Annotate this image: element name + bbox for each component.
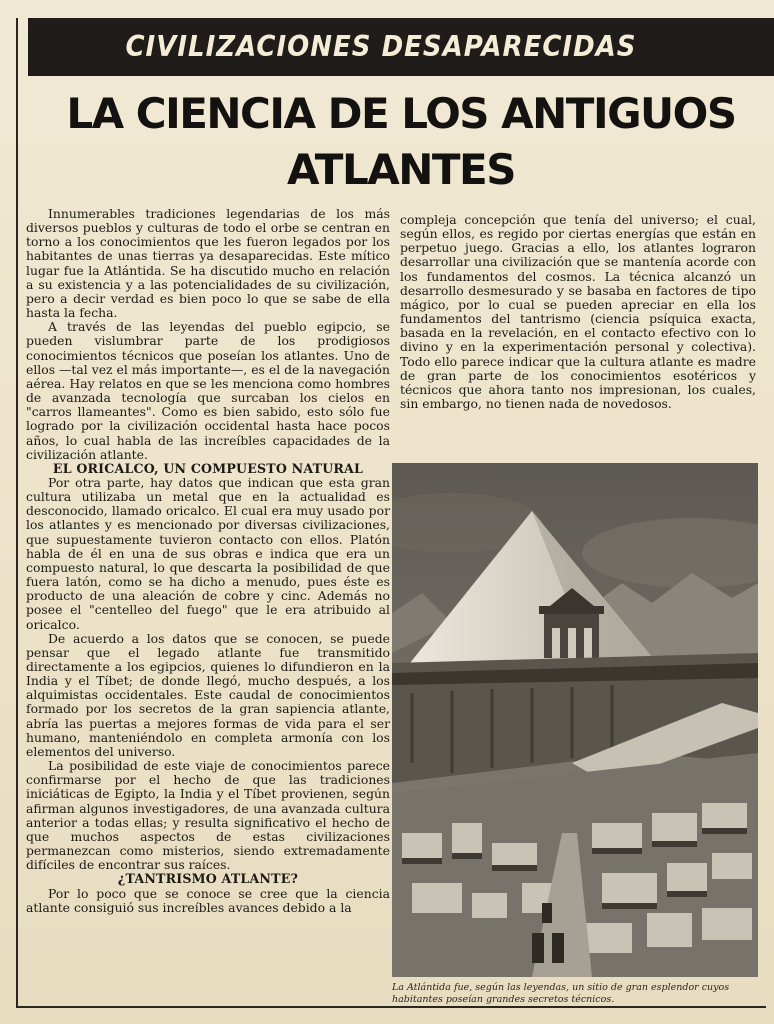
paragraph: De acuerdo a los datos que se conocen, se puede pensar que el legado atlante fue transmitido directamente a los egipcios, quienes lo difundieron en la India y el Tíbet; de donde llegó, mucho después, a los alquimistas occidentales. Este caudal de conocimientos formado por los secretos de la gran sapiencia atlante, abría las puertas a mejores formas de vida para el ser humano, manteniéndolo en completa armonía con los elementos del universo. (26, 630, 390, 759)
atlantis-city-illustration-icon (392, 463, 758, 977)
illustration-caption: La Atlántida fue, según las leyendas, un sitio de gran esplendor cuyos habitantes poseían grandes secretos técnicos. (392, 982, 730, 1005)
article-title-line-1: LA CIENCIA DE LOS ANTIGUOS (66, 89, 736, 138)
paragraph: Por otra parte, hay datos que indican que esta gran cultura utilizaba un metal que en la actualidad es desconocido, llamado oricalco. El cual era muy usado por los atlantes y es mencionado por diversas civilizaciones, que supuestamente tuvieron contacto con ellos. Platón habla de él en una de sus obras e indica que era un compuesto natural, lo que descarta la posibilidad de que fuera latón, como se ha dicho a menudo, pues éste es producto de una aleación de cobre y cinc. Además no posee el "centelleo del fuego" que le era atribuido al oricalco. (26, 474, 390, 632)
section-banner-text: CIVILIZACIONES DESAPARECIDAS (125, 30, 637, 64)
paragraph: compleja concepción que tenía del universo; el cual, según ellos, es regido por ciertas energías que están en perpetuo juego. Gracias a ello, los atlantes lograron desarrollar una civilización que se mantenía acorde con los fundamentos del cosmos. La técnica alcanzó un desarrollo desmesurado y se basaba en factores de tipo mágico, por lo cual se pueden apreciar en ella los fundamentos del tantrismo (ciencia psíquica exacta, basada en la revelación, en el contacto efectivo con lo divino y en la experimentación personal y colectiva). Todo ello parece indicar que la cultura atlante es madre de gran parte de los conocimientos esotéricos y técnicos que ahora tanto nos impresionan, los cuales, sin embargo, no tienen nada de novedosos. (400, 212, 756, 412)
paragraph: Innumerables tradiciones legendarias de los más diversos pueblos y culturas de todo el orbe se centran en torno a los conocimientos que les fueron legados por los habitantes de unas tierras ya desaparecidas. Este mítico lugar fue la Atlántida. Se ha discutido mucho en relación a su existencia y a las potencialidades de su civilización, pero a decir verdad es bien poco lo que se sabe de ella hasta la fecha. (26, 206, 390, 321)
left-column (26, 207, 390, 915)
page-frame-line (16, 18, 18, 1008)
right-column (400, 213, 756, 411)
section-banner (28, 18, 774, 76)
subheading-tantrismo: ¿TANTRISMO ATLANTE? (117, 871, 299, 887)
paragraph: La posibilidad de este viaje de conocimientos parece confirmarse por el hecho de que las tradiciones iniciáticas de Egipto, la India y el Tíbet provienen, según afirman algunos investigadores, de una avanzada cultura anterior a todas ellas; y resulta significativo el hecho de que muchos aspectos de estas civilizaciones permanezcan como misterios, siendo extremadamente difíciles de encontrar sus raíces. (26, 758, 390, 873)
article-title (28, 86, 774, 198)
page-frame-bottom-line (16, 1006, 766, 1008)
paragraph: A través de las leyendas del pueblo egipcio, se pueden vislumbrar parte de los prodigiosos conocimientos técnicos que poseían los atlantes. Uno de ellos —tal vez el más importante—, es el de la navegación aérea. Hay relatos en que se les menciona como hombres de avanzada tecnología que surcaban los cielos en "carros llameantes". Como es bien sabido, esto sólo fue logrado por la civilización occidental hasta hace pocos años, lo cual habla de las increíbles capacidades de la civilización atlante. (26, 319, 390, 462)
subheading-oricalco: EL ORICALCO, UN COMPUESTO NATURAL (52, 460, 364, 476)
paragraph: Por lo poco que se conoce se cree que la ciencia atlante consiguió sus increíbles avances debido a la (26, 885, 390, 915)
atlantis-illustration (392, 463, 758, 977)
article-title-line-2: ATLANTES (287, 145, 515, 194)
